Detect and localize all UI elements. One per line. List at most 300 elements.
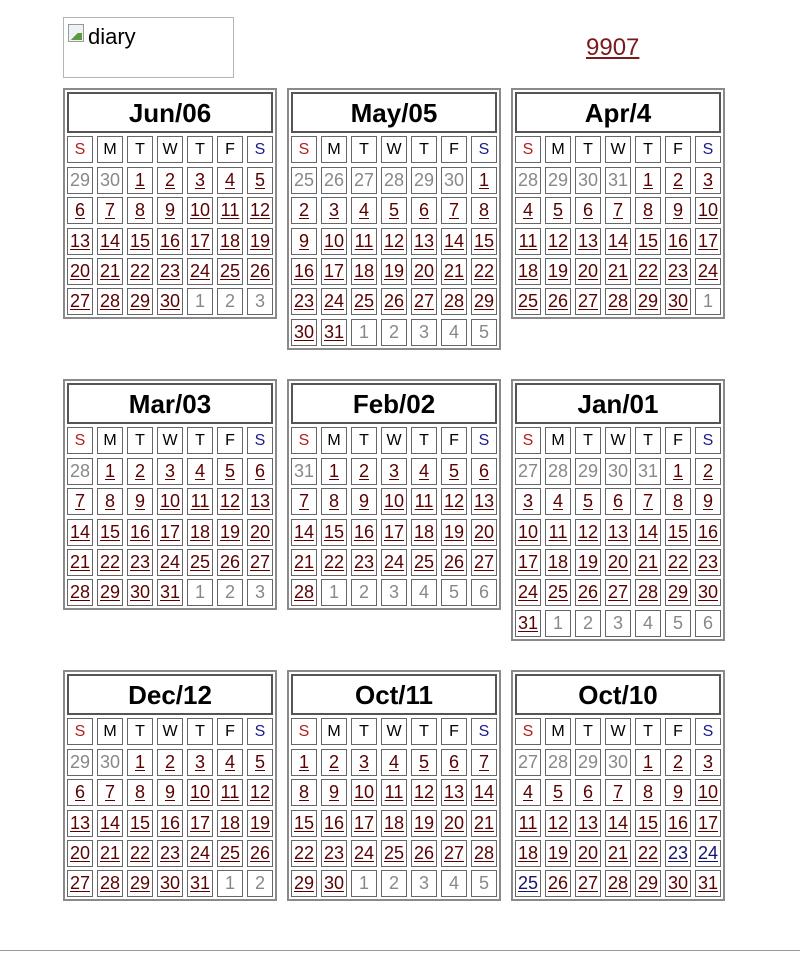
- day-link[interactable]: 21: [605, 258, 631, 285]
- day-link[interactable]: 14: [471, 779, 497, 806]
- day-link[interactable]: 15: [471, 228, 497, 255]
- day-link[interactable]: 12: [411, 779, 437, 806]
- day-link[interactable]: 15: [635, 810, 661, 837]
- day-link[interactable]: 7: [441, 197, 467, 224]
- adjacent-month-day: 29: [575, 458, 601, 485]
- day-link[interactable]: 22: [635, 258, 661, 285]
- day-link[interactable]: 12: [545, 228, 571, 255]
- day-link[interactable]: 1: [97, 458, 123, 485]
- day-link[interactable]: 20: [575, 840, 601, 867]
- day-link[interactable]: 12: [247, 197, 273, 224]
- day-link[interactable]: 23: [321, 840, 347, 867]
- day-link[interactable]: 3: [321, 197, 347, 224]
- adjacent-month-day: 6: [695, 610, 721, 637]
- diary-logo-image[interactable]: [63, 17, 234, 78]
- day-link[interactable]: 7: [97, 197, 123, 224]
- day-link[interactable]: 1: [635, 167, 661, 194]
- day-link[interactable]: 7: [97, 779, 123, 806]
- day-link[interactable]: 27: [471, 549, 497, 576]
- day-link[interactable]: 19: [381, 258, 407, 285]
- day-link[interactable]: 29: [291, 870, 317, 897]
- calendar-week-row: [67, 258, 273, 285]
- day-link[interactable]: 17: [695, 228, 721, 255]
- day-link[interactable]: 30: [127, 579, 153, 606]
- day-link[interactable]: 7: [635, 488, 661, 515]
- day-link[interactable]: 7: [291, 488, 317, 515]
- day-link[interactable]: 16: [291, 258, 317, 285]
- day-link[interactable]: 19: [441, 519, 467, 546]
- day-link[interactable]: 2: [157, 749, 183, 776]
- day-link[interactable]: 10: [351, 779, 377, 806]
- day-link[interactable]: 27: [605, 579, 631, 606]
- weekday-label: M: [321, 136, 347, 163]
- day-link[interactable]: 14: [67, 519, 93, 546]
- day-link[interactable]: 6: [67, 779, 93, 806]
- day-link[interactable]: 28: [635, 579, 661, 606]
- day-link[interactable]: 24: [321, 288, 347, 315]
- day-link[interactable]: 5: [441, 458, 467, 485]
- day-link[interactable]: 10: [695, 779, 721, 806]
- day-link[interactable]: 3: [157, 458, 183, 485]
- day-link[interactable]: 10: [187, 779, 213, 806]
- day-link[interactable]: 4: [381, 749, 407, 776]
- day-link[interactable]: 9: [157, 197, 183, 224]
- day-link[interactable]: 17: [321, 258, 347, 285]
- day-link[interactable]: 25: [217, 840, 243, 867]
- day-link[interactable]: 18: [217, 228, 243, 255]
- day-link[interactable]: 2: [157, 167, 183, 194]
- day-link[interactable]: 15: [321, 519, 347, 546]
- day-link[interactable]: 16: [157, 810, 183, 837]
- day-link[interactable]: 2: [695, 458, 721, 485]
- day-link[interactable]: 19: [545, 258, 571, 285]
- day-link[interactable]: 28: [471, 840, 497, 867]
- day-link[interactable]: 31: [515, 610, 541, 637]
- day-link[interactable]: 16: [321, 810, 347, 837]
- day-link[interactable]: 14: [97, 228, 123, 255]
- day-link[interactable]: 10: [381, 488, 407, 515]
- day-link[interactable]: 26: [545, 288, 571, 315]
- day-link[interactable]: 6: [575, 197, 601, 224]
- day-link[interactable]: 28: [97, 288, 123, 315]
- day-link[interactable]: 5: [411, 749, 437, 776]
- day-link[interactable]: 15: [665, 519, 691, 546]
- day-link[interactable]: 14: [635, 519, 661, 546]
- day-link[interactable]: 29: [471, 288, 497, 315]
- day-link[interactable]: 17: [157, 519, 183, 546]
- day-link[interactable]: 3: [381, 458, 407, 485]
- day-link[interactable]: 28: [97, 870, 123, 897]
- day-link[interactable]: 26: [247, 258, 273, 285]
- day-link[interactable]: 30: [695, 579, 721, 606]
- day-link[interactable]: 18: [187, 519, 213, 546]
- day-link[interactable]: 1: [665, 458, 691, 485]
- adjacent-month-day: 2: [217, 288, 243, 315]
- day-link[interactable]: 23: [127, 549, 153, 576]
- day-link[interactable]: 9: [665, 779, 691, 806]
- day-link[interactable]: 6: [67, 197, 93, 224]
- day-link[interactable]: 14: [605, 810, 631, 837]
- day-link[interactable]: 4: [187, 458, 213, 485]
- day-link[interactable]: 11: [515, 228, 541, 255]
- day-link[interactable]: 31: [157, 579, 183, 606]
- day-link[interactable]: 8: [97, 488, 123, 515]
- day-link[interactable]: 17: [381, 519, 407, 546]
- day-link[interactable]: 2: [665, 749, 691, 776]
- day-link[interactable]: 13: [441, 779, 467, 806]
- day-link[interactable]: 29: [97, 579, 123, 606]
- calendar-week-row: [515, 810, 721, 837]
- day-link[interactable]: 4: [217, 749, 243, 776]
- day-link[interactable]: 16: [695, 519, 721, 546]
- day-link[interactable]: 18: [217, 810, 243, 837]
- day-link[interactable]: 18: [545, 549, 571, 576]
- day-link[interactable]: 1: [127, 749, 153, 776]
- day-link[interactable]: 15: [97, 519, 123, 546]
- day-link[interactable]: 21: [67, 549, 93, 576]
- day-link[interactable]: 22: [127, 258, 153, 285]
- day-link[interactable]: 17: [515, 549, 541, 576]
- day-link[interactable]: 25: [217, 258, 243, 285]
- day-link[interactable]: 18: [515, 840, 541, 867]
- day-link[interactable]: 8: [127, 779, 153, 806]
- day-link[interactable]: 22: [665, 549, 691, 576]
- day-link[interactable]: 7: [67, 488, 93, 515]
- day-link[interactable]: 2: [127, 458, 153, 485]
- day-link[interactable]: 17: [695, 810, 721, 837]
- day-link[interactable]: 7: [471, 749, 497, 776]
- day-link[interactable]: 9: [127, 488, 153, 515]
- day-link[interactable]: 24: [187, 840, 213, 867]
- day-link[interactable]: 5: [545, 197, 571, 224]
- day-link[interactable]: 11: [411, 488, 437, 515]
- day-link[interactable]: 31: [321, 319, 347, 346]
- adjacent-month-day: 27: [351, 167, 377, 194]
- day-link[interactable]: 13: [605, 519, 631, 546]
- day-link[interactable]: 27: [441, 840, 467, 867]
- day-link[interactable]: 10: [695, 197, 721, 224]
- day-link[interactable]: 19: [411, 810, 437, 837]
- day-link[interactable]: 30: [665, 870, 691, 897]
- day-link[interactable]: 13: [67, 228, 93, 255]
- day-link[interactable]: 11: [217, 197, 243, 224]
- day-link[interactable]: 28: [441, 288, 467, 315]
- day-link[interactable]: 21: [471, 810, 497, 837]
- day-link[interactable]: 20: [441, 810, 467, 837]
- day-link[interactable]: 12: [247, 779, 273, 806]
- day-link[interactable]: 3: [187, 167, 213, 194]
- day-link[interactable]: 19: [575, 549, 601, 576]
- adjacent-month-day: 28: [545, 749, 571, 776]
- day-link[interactable]: 26: [381, 288, 407, 315]
- day-link[interactable]: 24: [381, 549, 407, 576]
- day-link[interactable]: 2: [665, 167, 691, 194]
- day-link[interactable]: 19: [545, 840, 571, 867]
- day-link[interactable]: 21: [635, 549, 661, 576]
- day-link[interactable]: 18: [351, 258, 377, 285]
- day-link[interactable]: 18: [411, 519, 437, 546]
- day-link[interactable]: 29: [127, 870, 153, 897]
- day-link[interactable]: 22: [635, 840, 661, 867]
- day-link[interactable]: 8: [635, 779, 661, 806]
- day-link[interactable]: 27: [411, 288, 437, 315]
- day-link[interactable]: 12: [441, 488, 467, 515]
- day-link[interactable]: 20: [605, 549, 631, 576]
- day-link[interactable]: 31: [187, 870, 213, 897]
- weekday-header-row: [515, 136, 721, 163]
- day-link[interactable]: 12: [575, 519, 601, 546]
- day-link[interactable]: 3: [351, 749, 377, 776]
- day-link[interactable]: 4: [411, 458, 437, 485]
- day-link[interactable]: 23: [665, 840, 691, 867]
- day-link[interactable]: 25: [411, 549, 437, 576]
- day-link[interactable]: 26: [441, 549, 467, 576]
- calendar-week-row: [67, 228, 273, 255]
- day-link[interactable]: 30: [665, 288, 691, 315]
- day-link[interactable]: 24: [187, 258, 213, 285]
- day-link[interactable]: 8: [321, 488, 347, 515]
- day-link[interactable]: 4: [351, 197, 377, 224]
- day-link[interactable]: 10: [157, 488, 183, 515]
- day-link[interactable]: 24: [351, 840, 377, 867]
- day-link[interactable]: 13: [247, 488, 273, 515]
- day-link[interactable]: 18: [515, 258, 541, 285]
- counter-link[interactable]: 9907: [586, 34, 640, 61]
- adjacent-month-day: 27: [515, 749, 541, 776]
- day-link[interactable]: 8: [635, 197, 661, 224]
- day-link[interactable]: 7: [605, 779, 631, 806]
- day-link[interactable]: 25: [515, 288, 541, 315]
- day-link[interactable]: 15: [127, 228, 153, 255]
- day-link[interactable]: 22: [471, 258, 497, 285]
- day-link[interactable]: 12: [381, 228, 407, 255]
- day-link[interactable]: 25: [545, 579, 571, 606]
- day-link[interactable]: 2: [291, 197, 317, 224]
- day-link[interactable]: 27: [247, 549, 273, 576]
- day-link[interactable]: 1: [321, 458, 347, 485]
- day-link[interactable]: 20: [411, 258, 437, 285]
- calendar-week-row: [67, 779, 273, 806]
- day-link[interactable]: 4: [545, 488, 571, 515]
- day-link[interactable]: 10: [187, 197, 213, 224]
- day-link[interactable]: 9: [665, 197, 691, 224]
- weekday-label: T: [351, 718, 377, 745]
- day-link[interactable]: 9: [157, 779, 183, 806]
- calendar-month-title: Oct/11: [291, 674, 497, 715]
- day-link[interactable]: 5: [575, 488, 601, 515]
- day-link[interactable]: 16: [127, 519, 153, 546]
- day-link[interactable]: 10: [321, 228, 347, 255]
- day-link[interactable]: 25: [187, 549, 213, 576]
- day-link[interactable]: 2: [321, 749, 347, 776]
- day-link[interactable]: 21: [97, 258, 123, 285]
- broken-image-icon: [68, 24, 84, 42]
- day-link[interactable]: 9: [695, 488, 721, 515]
- day-link[interactable]: 11: [515, 810, 541, 837]
- day-link[interactable]: 27: [67, 870, 93, 897]
- day-link[interactable]: 1: [291, 749, 317, 776]
- day-link[interactable]: 22: [127, 840, 153, 867]
- adjacent-month-day: 2: [381, 870, 407, 897]
- day-link[interactable]: 25: [381, 840, 407, 867]
- day-link[interactable]: 26: [545, 870, 571, 897]
- day-link[interactable]: 29: [635, 870, 661, 897]
- day-link[interactable]: 15: [635, 228, 661, 255]
- day-link[interactable]: 29: [635, 288, 661, 315]
- day-link[interactable]: 30: [157, 288, 183, 315]
- day-link[interactable]: 2: [351, 458, 377, 485]
- day-link[interactable]: 19: [247, 228, 273, 255]
- weekday-label: S: [291, 427, 317, 454]
- day-link[interactable]: 28: [67, 579, 93, 606]
- day-link[interactable]: 7: [605, 197, 631, 224]
- day-link[interactable]: 23: [291, 288, 317, 315]
- day-link[interactable]: 12: [545, 810, 571, 837]
- day-link[interactable]: 8: [127, 197, 153, 224]
- day-link[interactable]: 5: [217, 458, 243, 485]
- day-link[interactable]: 24: [695, 258, 721, 285]
- day-link[interactable]: 30: [157, 870, 183, 897]
- day-link[interactable]: 18: [381, 810, 407, 837]
- day-link[interactable]: 3: [695, 749, 721, 776]
- day-link[interactable]: 6: [605, 488, 631, 515]
- day-link[interactable]: 6: [247, 458, 273, 485]
- day-link[interactable]: 16: [157, 228, 183, 255]
- day-link[interactable]: 11: [187, 488, 213, 515]
- adjacent-month-day: 6: [471, 579, 497, 606]
- calendar-week-row: [291, 749, 497, 776]
- day-link[interactable]: 6: [411, 197, 437, 224]
- day-link[interactable]: 8: [291, 779, 317, 806]
- day-link[interactable]: 29: [665, 579, 691, 606]
- day-link[interactable]: 22: [321, 549, 347, 576]
- day-link[interactable]: 13: [67, 810, 93, 837]
- day-link[interactable]: 5: [381, 197, 407, 224]
- day-link[interactable]: 1: [127, 167, 153, 194]
- day-link[interactable]: 26: [217, 549, 243, 576]
- day-link[interactable]: 9: [291, 228, 317, 255]
- day-link[interactable]: 4: [515, 779, 541, 806]
- calendar-week-row: [515, 488, 721, 515]
- day-link[interactable]: 27: [575, 288, 601, 315]
- calendar-week-row: [515, 458, 721, 485]
- day-link[interactable]: 17: [187, 810, 213, 837]
- day-link[interactable]: 21: [441, 258, 467, 285]
- adjacent-month-day: 2: [575, 610, 601, 637]
- day-link[interactable]: 20: [471, 519, 497, 546]
- day-link[interactable]: 13: [575, 228, 601, 255]
- day-link[interactable]: 13: [575, 810, 601, 837]
- day-link[interactable]: 23: [695, 549, 721, 576]
- day-link[interactable]: 21: [97, 840, 123, 867]
- day-link[interactable]: 6: [441, 749, 467, 776]
- day-link[interactable]: 11: [351, 228, 377, 255]
- day-link[interactable]: 17: [351, 810, 377, 837]
- day-link[interactable]: 5: [545, 779, 571, 806]
- day-link[interactable]: 6: [575, 779, 601, 806]
- day-link[interactable]: 11: [381, 779, 407, 806]
- day-link[interactable]: 20: [67, 840, 93, 867]
- day-link[interactable]: 13: [471, 488, 497, 515]
- day-link[interactable]: 30: [321, 870, 347, 897]
- day-link[interactable]: 3: [515, 488, 541, 515]
- day-link[interactable]: 24: [515, 579, 541, 606]
- day-link[interactable]: 9: [351, 488, 377, 515]
- day-link[interactable]: 9: [321, 779, 347, 806]
- weekday-label: F: [441, 136, 467, 163]
- day-link[interactable]: 26: [411, 840, 437, 867]
- day-link[interactable]: 29: [127, 288, 153, 315]
- day-link[interactable]: 19: [217, 519, 243, 546]
- day-link[interactable]: 1: [635, 749, 661, 776]
- day-link[interactable]: 5: [247, 749, 273, 776]
- day-link[interactable]: 23: [665, 258, 691, 285]
- day-link[interactable]: 20: [67, 258, 93, 285]
- weekday-label: M: [97, 136, 123, 163]
- day-link[interactable]: 28: [605, 288, 631, 315]
- day-link[interactable]: 24: [695, 840, 721, 867]
- day-link[interactable]: 3: [695, 167, 721, 194]
- day-link[interactable]: 16: [665, 810, 691, 837]
- day-link[interactable]: 23: [351, 549, 377, 576]
- day-link[interactable]: 27: [575, 870, 601, 897]
- day-link[interactable]: 20: [247, 519, 273, 546]
- day-link[interactable]: 4: [515, 197, 541, 224]
- day-link[interactable]: 14: [605, 228, 631, 255]
- day-link[interactable]: 1: [471, 167, 497, 194]
- day-link[interactable]: 22: [97, 549, 123, 576]
- day-link[interactable]: 28: [605, 870, 631, 897]
- day-link[interactable]: 27: [67, 288, 93, 315]
- day-link[interactable]: 15: [127, 810, 153, 837]
- day-link[interactable]: 31: [695, 870, 721, 897]
- day-link[interactable]: 21: [291, 549, 317, 576]
- day-link[interactable]: 26: [575, 579, 601, 606]
- day-link[interactable]: 11: [545, 519, 571, 546]
- day-link[interactable]: 16: [351, 519, 377, 546]
- day-link[interactable]: 12: [217, 488, 243, 515]
- day-link[interactable]: 3: [187, 749, 213, 776]
- day-link[interactable]: 26: [247, 840, 273, 867]
- day-link[interactable]: 24: [157, 549, 183, 576]
- day-link[interactable]: 25: [515, 870, 541, 897]
- day-link[interactable]: 25: [351, 288, 377, 315]
- day-link[interactable]: 30: [291, 319, 317, 346]
- day-link[interactable]: 20: [575, 258, 601, 285]
- day-link[interactable]: 10: [515, 519, 541, 546]
- weekday-label: W: [605, 427, 631, 454]
- day-link[interactable]: 19: [247, 810, 273, 837]
- day-link[interactable]: 16: [665, 228, 691, 255]
- day-link[interactable]: 23: [157, 840, 183, 867]
- day-link[interactable]: 11: [217, 779, 243, 806]
- day-link[interactable]: 5: [247, 167, 273, 194]
- day-link[interactable]: 15: [291, 810, 317, 837]
- day-link[interactable]: 6: [471, 458, 497, 485]
- day-link[interactable]: 13: [411, 228, 437, 255]
- day-link[interactable]: 14: [441, 228, 467, 255]
- day-link[interactable]: 8: [665, 488, 691, 515]
- day-link[interactable]: 17: [187, 228, 213, 255]
- day-link[interactable]: 22: [291, 840, 317, 867]
- day-link[interactable]: 14: [291, 519, 317, 546]
- day-link[interactable]: 8: [471, 197, 497, 224]
- day-link[interactable]: 4: [217, 167, 243, 194]
- day-link[interactable]: 28: [291, 579, 317, 606]
- day-link[interactable]: 14: [97, 810, 123, 837]
- day-link[interactable]: 23: [157, 258, 183, 285]
- day-link[interactable]: 21: [605, 840, 631, 867]
